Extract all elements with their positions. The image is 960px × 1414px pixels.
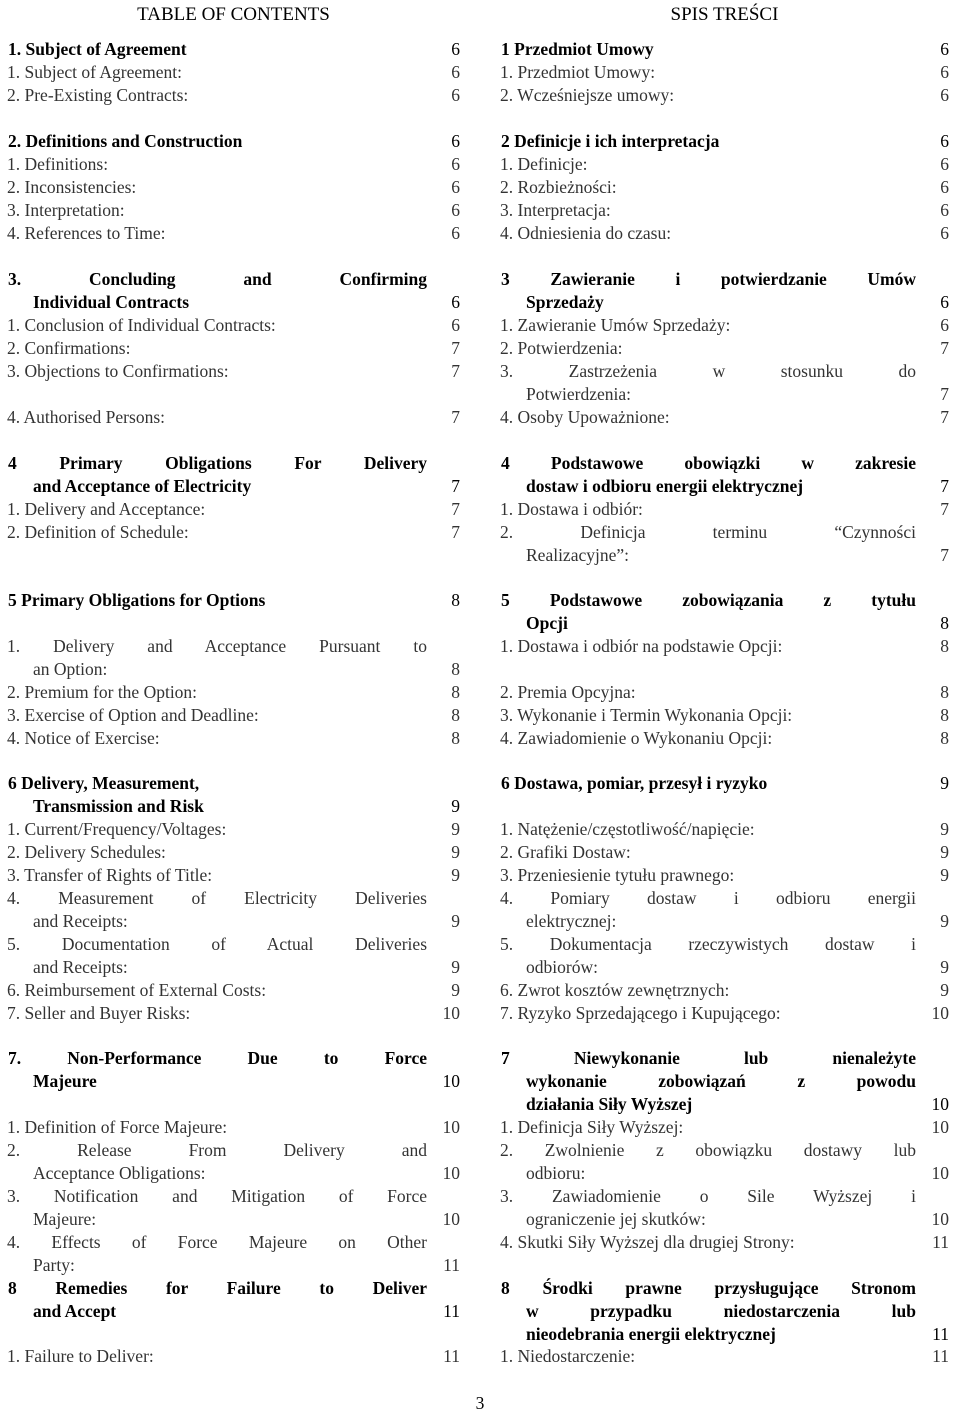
toc-entry-title: 1. Natężenie/częstotliwość/napięcie:: [500, 819, 755, 839]
toc-section-entry: [493, 291, 956, 314]
toc-section-entry: [493, 612, 956, 635]
toc-entry: [493, 337, 956, 360]
toc-entry-title: 8 Remedies for Failure to Deliver: [8, 1278, 427, 1298]
toc-entry-title: 7 Niewykonanie lub nienależyte: [501, 1048, 916, 1068]
toc-entry: [0, 658, 467, 681]
toc-section-entry: [0, 38, 467, 61]
toc-entry-page: 9: [940, 819, 949, 839]
toc-entry-page: 11: [443, 1301, 460, 1321]
toc-entry: [493, 498, 956, 521]
toc-entry-title: and Acceptance of Electricity: [33, 476, 252, 496]
toc-entry-page: 10: [931, 1003, 949, 1023]
toc-entry-page: 11: [932, 1346, 949, 1366]
toc-entry: [493, 933, 956, 956]
toc-entry-title: 2. Confirmations:: [7, 338, 131, 358]
toc-entry-title: 2. Release From Delivery and: [7, 1140, 427, 1160]
toc-entry-page: 7: [451, 522, 460, 542]
toc-entry-title: 4 Podstawowe obowiązki w zakresie: [501, 453, 916, 473]
toc-entry-title: ograniczenie jej skutków:: [526, 1209, 706, 1229]
toc-entry-page: 8: [451, 590, 460, 610]
toc-entry-title: działania Siły Wyższej: [526, 1094, 693, 1114]
toc-entry-title: 4. Osoby Upoważnione:: [500, 407, 670, 427]
toc-entry-page: 8: [940, 636, 949, 656]
toc-entry: [0, 406, 467, 429]
toc-entry-page: 8: [451, 682, 460, 702]
toc-entry: [493, 314, 956, 337]
toc-entry: [493, 635, 956, 658]
toc-entry: [493, 818, 956, 841]
toc-entry-title: 4. Measurement of Electricity Deliveries: [7, 888, 427, 908]
toc-entry-title: 3. Zawiadomienie o Sile Wyższej i: [500, 1186, 916, 1206]
toc-entry-title: 2. Wcześniejsze umowy:: [500, 85, 675, 105]
toc-entry-title: 1. Delivery and Acceptance:: [7, 499, 206, 519]
toc-entry-title: 4. Zawiadomienie o Wykonaniu Opcji:: [500, 728, 773, 748]
toc-entry-title: 5. Documentation of Actual Deliveries: [7, 934, 427, 954]
toc-entry-title: 3. Concluding and Confirming: [8, 269, 427, 289]
toc-entry: [493, 406, 956, 429]
toc-entry-page: 10: [931, 1094, 949, 1114]
toc-entry-page: 7: [940, 338, 949, 358]
toc-entry: [0, 222, 467, 245]
toc-entry-page: 7: [940, 407, 949, 427]
toc-entry-title: 2. Definitions and Construction: [8, 131, 243, 151]
toc-entry-title: 4. Odniesienia do czasu:: [500, 223, 672, 243]
toc-entry-page: 8: [940, 682, 949, 702]
toc-entry-page: 6: [451, 39, 460, 59]
toc-entry-title: odbiorów:: [526, 957, 598, 977]
toc-entry-page: 6: [451, 177, 460, 197]
toc-entry-page: 6: [940, 154, 949, 174]
toc-entry: [493, 61, 956, 84]
toc-entry-title: 3. Zastrzeżenia w stosunku do: [500, 361, 916, 381]
toc-entry-title: 1. Zawieranie Umów Sprzedaży:: [500, 315, 731, 335]
toc-entry-page: 9: [451, 911, 460, 931]
toc-entry-title: wykonanie zobowiązań z powodu: [526, 1071, 916, 1091]
toc-entry-title: 1. Subject of Agreement:: [7, 62, 182, 82]
toc-entry-page: 9: [940, 980, 949, 1000]
toc-entry-page: 6: [940, 131, 949, 151]
toc-entry: [493, 1231, 956, 1254]
toc-section-entry: [493, 452, 956, 475]
toc-entry-title: 1. Definicje:: [500, 154, 588, 174]
toc-section-entry: [0, 130, 467, 153]
toc-entry-page: 6: [451, 131, 460, 151]
toc-entry-title: Acceptance Obligations:: [33, 1163, 206, 1183]
toc-entry-title: 4. Effects of Force Majeure on Other: [7, 1232, 427, 1252]
toc-entry-title: odbioru:: [526, 1163, 586, 1183]
toc-entry: [0, 153, 467, 176]
toc-entry: [493, 1002, 956, 1025]
toc-entry-title: an Option:: [33, 659, 108, 679]
toc-entry-page: 9: [940, 957, 949, 977]
toc-entry-title: 3. Notification and Mitigation of Force: [7, 1186, 427, 1206]
toc-entry: [493, 1345, 956, 1368]
toc-entry-title: elektrycznej:: [526, 911, 617, 931]
toc-entry-title: Opcji: [526, 613, 568, 633]
toc-entry-title: 4. Notice of Exercise:: [7, 728, 160, 748]
toc-entry-title: Transmission and Risk: [33, 796, 204, 816]
toc-entry-page: 6: [451, 292, 460, 312]
toc-section-entry: [0, 795, 467, 818]
toc-entry-title: 3. Przeniesienie tytułu prawnego:: [500, 865, 735, 885]
toc-entry: [0, 521, 467, 544]
toc-entry-title: 2. Definition of Schedule:: [7, 522, 189, 542]
toc-entry-title: 1. Definition of Force Majeure:: [7, 1117, 228, 1137]
toc-section-entry: [493, 38, 956, 61]
toc-entry: [493, 1139, 956, 1162]
toc-entry-page: 8: [940, 705, 949, 725]
toc-entry-title: 7. Non-Performance Due to Force: [8, 1048, 427, 1068]
toc-entry-title: and Receipts:: [33, 957, 128, 977]
toc-entry-title: 6. Reimbursement of External Costs:: [7, 980, 267, 1000]
toc-entry: [493, 153, 956, 176]
toc-entry-title: 3. Interpretation:: [7, 200, 125, 220]
toc-entry: [493, 864, 956, 887]
toc-section-entry: [0, 772, 467, 795]
toc-entry-page: 8: [451, 659, 460, 679]
toc-entry: [0, 1231, 467, 1254]
toc-entry: [493, 199, 956, 222]
toc-entry-title: 3. Transfer of Rights of Title:: [7, 865, 213, 885]
toc-entry-page: 11: [443, 1346, 460, 1366]
toc-entry-title: and Receipts:: [33, 911, 128, 931]
toc-entry-title: 1. Definitions:: [7, 154, 109, 174]
toc-entry-title: 1. Current/Frequency/Voltages:: [7, 819, 227, 839]
toc-entry: [0, 1116, 467, 1139]
toc-entry: [0, 956, 467, 979]
toc-entry: [493, 1162, 956, 1185]
toc-entry-page: 11: [932, 1324, 949, 1344]
toc-section-entry: [0, 452, 467, 475]
toc-entry-title: 7. Seller and Buyer Risks:: [7, 1003, 191, 1023]
toc-section-entry: [0, 1047, 467, 1070]
toc-section-entry: [493, 589, 956, 612]
toc-entry-page: 10: [931, 1117, 949, 1137]
toc-entry-title: 5. Dokumentacja rzeczywistych dostaw i: [500, 934, 916, 954]
toc-entry-title: 2. Zwolnienie z obowiązku dostawy lub: [500, 1140, 916, 1160]
toc-entry-page: 6: [451, 154, 460, 174]
toc-entry-page: 6: [940, 292, 949, 312]
toc-entry-page: 6: [451, 62, 460, 82]
toc-entry: [0, 681, 467, 704]
toc-entry-page: 7: [451, 338, 460, 358]
toc-entry-title: 4. Skutki Siły Wyższej dla drugiej Strony:: [500, 1232, 795, 1252]
toc-entry-title: dostaw i odbioru energii elektrycznej: [526, 476, 804, 496]
toc-section-entry: [493, 1277, 956, 1300]
toc-entry-title: 1. Conclusion of Individual Contracts:: [7, 315, 276, 335]
toc-section-entry: [0, 1070, 467, 1093]
toc-entry-page: 7: [451, 476, 460, 496]
toc-entry-page: 7: [940, 384, 949, 404]
toc-entry: [0, 887, 467, 910]
toc-entry-title: 8 Środki prawne przysługujące Stronom: [501, 1278, 916, 1298]
toc-entry-title: Potwierdzenia:: [526, 384, 631, 404]
toc-entry-title: Majeure: [33, 1071, 97, 1091]
toc-entry-page: 7: [451, 499, 460, 519]
toc-entry-page: 9: [940, 773, 949, 793]
toc-entry-title: 2. Potwierdzenia:: [500, 338, 623, 358]
toc-entry-title: 1. Failure to Deliver:: [7, 1346, 154, 1366]
toc-entry: [0, 933, 467, 956]
toc-entry-title: 1. Subject of Agreement: [8, 39, 187, 59]
toc-entry-title: 6 Dostawa, pomiar, przesył i ryzyko: [501, 773, 768, 793]
toc-entry-page: 6: [451, 200, 460, 220]
toc-entry: [0, 176, 467, 199]
toc-entry-page: 9: [940, 911, 949, 931]
toc-entry: [493, 383, 956, 406]
toc-entry-title: 3. Interpretacja:: [500, 200, 611, 220]
toc-section-entry: [493, 268, 956, 291]
toc-entry: [493, 727, 956, 750]
toc-entry-title: w przypadku niedostarczenia lub: [526, 1301, 916, 1321]
toc-entry-title: 3. Wykonanie i Termin Wykonania Opcji:: [500, 705, 793, 725]
toc-entry: [0, 84, 467, 107]
toc-entry-page: 9: [940, 865, 949, 885]
toc-entry: [493, 1116, 956, 1139]
toc-entry-title: 2. Rozbieżności:: [500, 177, 617, 197]
toc-section-entry: [0, 589, 467, 612]
toc-entry: [0, 841, 467, 864]
toc-entry: [493, 544, 956, 567]
toc-entry-page: 11: [443, 1255, 460, 1275]
toc-entry-page: 9: [451, 796, 460, 816]
toc-section-entry: [493, 772, 956, 795]
toc-entry: [0, 979, 467, 1002]
toc-entry-title: 1. Niedostarczenie:: [500, 1346, 636, 1366]
toc-entry-title: Realizacyjne”:: [526, 545, 629, 565]
toc-entry-page: 10: [442, 1163, 460, 1183]
toc-entry-title: 2. Premia Opcyjna:: [500, 682, 636, 702]
toc-entry: [493, 910, 956, 933]
toc-entry-title: 6. Zwrot kosztów zewnętrznych:: [500, 980, 730, 1000]
toc-entry-page: 6: [940, 177, 949, 197]
toc-entry-page: 9: [451, 980, 460, 1000]
toc-entry-title: 2. Inconsistencies:: [7, 177, 137, 197]
toc-entry: [493, 521, 956, 544]
toc-entry: [0, 727, 467, 750]
toc-entry-page: 8: [940, 613, 949, 633]
toc-entry: [0, 199, 467, 222]
toc-entry-title: 2. Grafiki Dostaw:: [500, 842, 631, 862]
toc-entry-title: Majeure:: [33, 1209, 97, 1229]
toc-entry-page: 6: [940, 223, 949, 243]
toc-heading-english: TABLE OF CONTENTS: [137, 4, 330, 25]
toc-entry-page: 7: [451, 361, 460, 381]
toc-entry: [493, 222, 956, 245]
toc-entry: [0, 360, 467, 383]
toc-entry: [493, 84, 956, 107]
toc-entry-page: 6: [940, 85, 949, 105]
toc-entry-page: 6: [451, 223, 460, 243]
toc-section-entry: [0, 1300, 467, 1323]
toc-entry: [0, 61, 467, 84]
toc-entry-title: 2. Pre-Existing Contracts:: [7, 85, 189, 105]
toc-entry-page: 7: [940, 545, 949, 565]
toc-entry: [0, 1345, 467, 1368]
toc-entry-title: 4. Authorised Persons:: [7, 407, 165, 427]
toc-entry-title: 2. Delivery Schedules:: [7, 842, 166, 862]
toc-entry-page: 9: [451, 865, 460, 885]
toc-entry-page: 10: [442, 1117, 460, 1137]
toc-entry-title: 5 Podstawowe zobowiązania z tytułu: [501, 590, 916, 610]
toc-entry: [0, 910, 467, 933]
toc-entry: [493, 979, 956, 1002]
toc-entry-title: 1. Dostawa i odbiór na podstawie Opcji:: [500, 636, 783, 656]
toc-entry: [0, 1139, 467, 1162]
toc-entry-title: Individual Contracts: [33, 292, 190, 312]
toc-entry: [0, 1254, 467, 1277]
toc-entry: [0, 314, 467, 337]
toc-section-entry: [493, 1093, 956, 1116]
toc-entry: [493, 681, 956, 704]
toc-entry-page: 8: [940, 728, 949, 748]
toc-entry-title: Party:: [33, 1255, 75, 1275]
toc-entry-page: 6: [940, 315, 949, 335]
toc-entry-title: Sprzedaży: [526, 292, 604, 312]
toc-entry: [493, 1185, 956, 1208]
toc-entry-page: 7: [451, 407, 460, 427]
toc-entry: [0, 1162, 467, 1185]
toc-entry: [493, 887, 956, 910]
toc-entry-page: 10: [931, 1209, 949, 1229]
toc-section-entry: [0, 291, 467, 314]
toc-entry-page: 10: [442, 1209, 460, 1229]
toc-entry: [0, 337, 467, 360]
toc-entry-title: 4. Pomiary dostaw i odbioru energii: [500, 888, 916, 908]
toc-entry: [493, 1208, 956, 1231]
toc-entry: [0, 635, 467, 658]
toc-entry: [0, 704, 467, 727]
toc-section-entry: [493, 1047, 956, 1070]
toc-entry: [493, 360, 956, 383]
toc-heading-polish: SPIS TREŚCI: [670, 4, 779, 25]
toc-entry-title: 4 Primary Obligations For Delivery: [8, 453, 427, 473]
toc-entry-title: 3. Objections to Confirmations:: [7, 361, 229, 381]
toc-entry-title: 2. Premium for the Option:: [7, 682, 198, 702]
toc-section-entry: [493, 1070, 956, 1093]
toc-entry: [493, 956, 956, 979]
toc-entry-title: 1. Dostawa i odbiór:: [500, 499, 643, 519]
toc-entry-title: 2 Definicje i ich interpretacja: [501, 131, 720, 151]
toc-entry: [493, 176, 956, 199]
toc-entry-page: 10: [442, 1071, 460, 1091]
toc-entry: [0, 1185, 467, 1208]
toc-entry-title: 3 Zawieranie i potwierdzanie Umów: [501, 269, 916, 289]
toc-entry-title: 1 Przedmiot Umowy: [501, 39, 654, 59]
toc-entry-page: 8: [451, 728, 460, 748]
toc-entry: [493, 704, 956, 727]
toc-entry: [0, 1208, 467, 1231]
toc-entry-title: 6 Delivery, Measurement,: [8, 773, 200, 793]
toc-entry-page: 7: [940, 499, 949, 519]
toc-entry-page: 8: [451, 705, 460, 725]
toc-entry-title: 1. Delivery and Acceptance Pursuant to: [7, 636, 427, 656]
toc-entry-page: 9: [940, 842, 949, 862]
toc-entry: [493, 841, 956, 864]
toc-entry-title: 1. Przedmiot Umowy:: [500, 62, 656, 82]
toc-entry-page: 9: [451, 957, 460, 977]
toc-entry-page: 9: [451, 819, 460, 839]
toc-entry-page: 10: [931, 1163, 949, 1183]
toc-section-entry: [493, 1300, 956, 1323]
toc-entry-page: 6: [451, 315, 460, 335]
toc-entry-title: 5 Primary Obligations for Options: [8, 590, 266, 610]
toc-entry-title: 1. Definicja Siły Wyższej:: [500, 1117, 684, 1137]
toc-entry-title: 2. Definicja terminu “Czynności: [500, 522, 916, 542]
toc-section-entry: [0, 268, 467, 291]
toc-entry: [0, 818, 467, 841]
toc-entry: [0, 498, 467, 521]
toc-entry-page: 6: [940, 200, 949, 220]
toc-section-entry: [493, 475, 956, 498]
toc-entry-page: 11: [932, 1232, 949, 1252]
toc-entry-page: 6: [940, 39, 949, 59]
toc-entry-title: 7. Ryzyko Sprzedającego i Kupującego:: [500, 1003, 781, 1023]
toc-entry-title: and Accept: [33, 1301, 117, 1321]
toc-entry-page: 6: [940, 62, 949, 82]
toc-entry-page: 9: [451, 842, 460, 862]
toc-section-entry: [493, 130, 956, 153]
toc-section-entry: [0, 475, 467, 498]
toc-entry-title: nieodebrania energii elektrycznej: [526, 1324, 776, 1344]
toc-section-entry: [0, 1277, 467, 1300]
toc-entry-page: 10: [442, 1003, 460, 1023]
toc-entry: [0, 864, 467, 887]
toc-entry-page: 6: [451, 85, 460, 105]
toc-entry-title: 3. Exercise of Option and Deadline:: [7, 705, 259, 725]
toc-section-entry: [493, 1323, 956, 1346]
toc-entry: [0, 1002, 467, 1025]
toc-entry-title: 4. References to Time:: [7, 223, 166, 243]
toc-entry-page: 7: [940, 476, 949, 496]
page-number: 3: [475, 1393, 485, 1413]
